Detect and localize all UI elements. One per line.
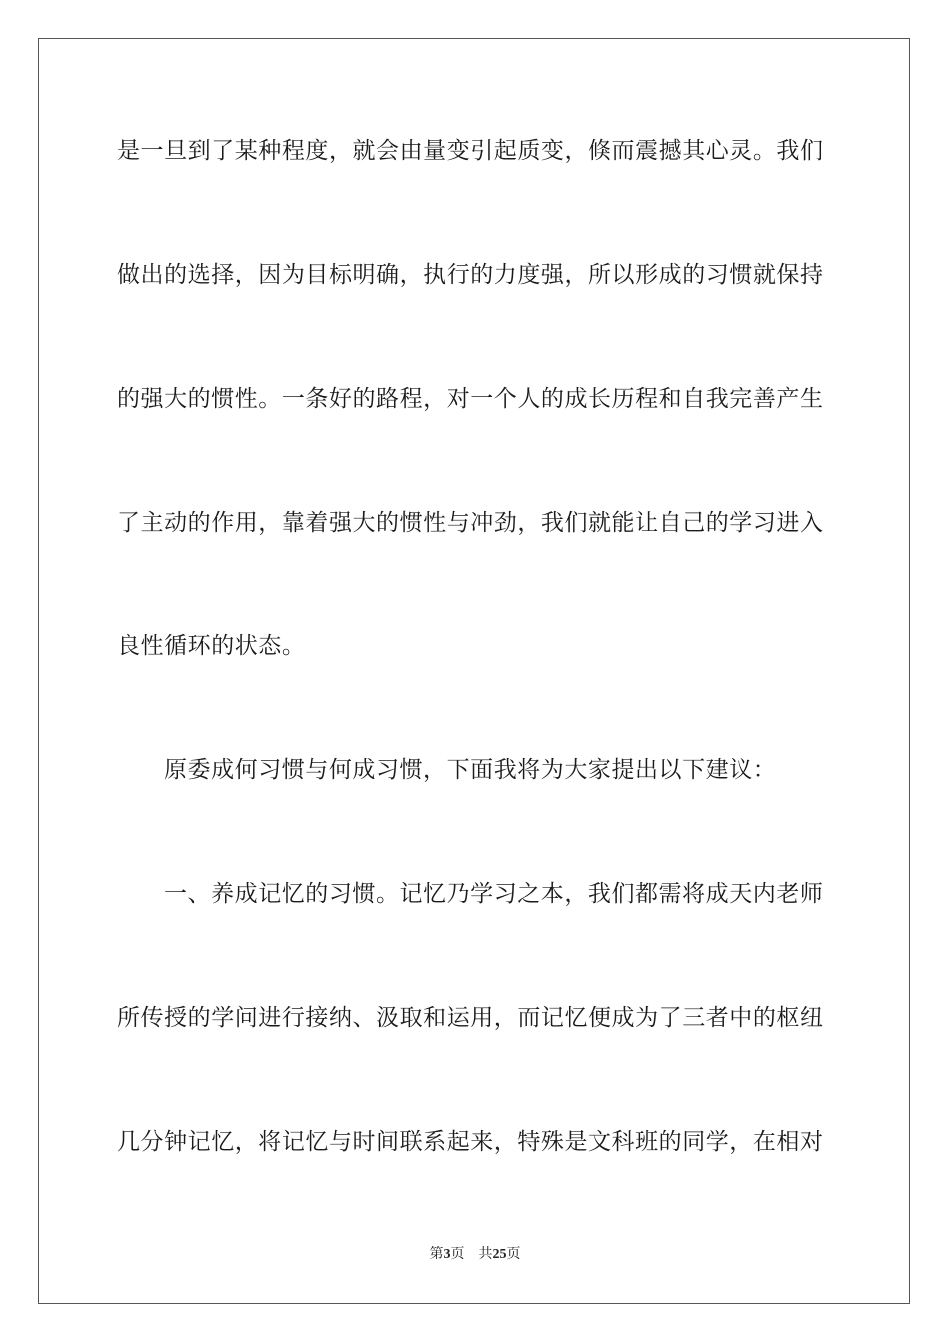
page-suffix: 页 (450, 1247, 465, 1262)
paragraph-first-line: 一、养成记忆的习惯。记忆乃学习之本，我们都需将成天内老师 (164, 881, 824, 907)
body-text-line: 的强大的惯性。一条好的路程，对一个人的成长历程和自我完善产生 (117, 386, 824, 412)
page-prefix: 第 (429, 1247, 444, 1262)
total-pages: 25 (492, 1247, 507, 1262)
body-text-line: 做出的选择，因为目标明确，执行的力度强，所以形成的习惯就保持 (117, 262, 824, 288)
body-text-line: 所传授的学问进行接纳、汲取和运用，而记忆便成为了三者中的枢纽 (117, 1005, 824, 1031)
body-text-line: 良性循环的状态。 (117, 633, 306, 659)
body-text-line: 了主动的作用，靠着强大的惯性与冲劲，我们就能让自己的学习进入 (117, 510, 824, 536)
total-suffix: 页 (506, 1247, 521, 1262)
page-border (38, 38, 910, 1304)
page-footer (0, 1243, 950, 1267)
page-number: 3 (443, 1247, 451, 1262)
body-text-line: 几分钟记忆，将记忆与时间联系起来，特殊是文科班的同学，在相对 (117, 1129, 824, 1155)
paragraph-first-line: 原委成何习惯与何成习惯，下面我将为大家提出以下建议： (164, 757, 777, 783)
total-prefix: 共 (478, 1247, 493, 1262)
body-text-line: 是一旦到了某种程度，就会由量变引起质变，倏而震撼其心灵。我们 (117, 138, 824, 164)
